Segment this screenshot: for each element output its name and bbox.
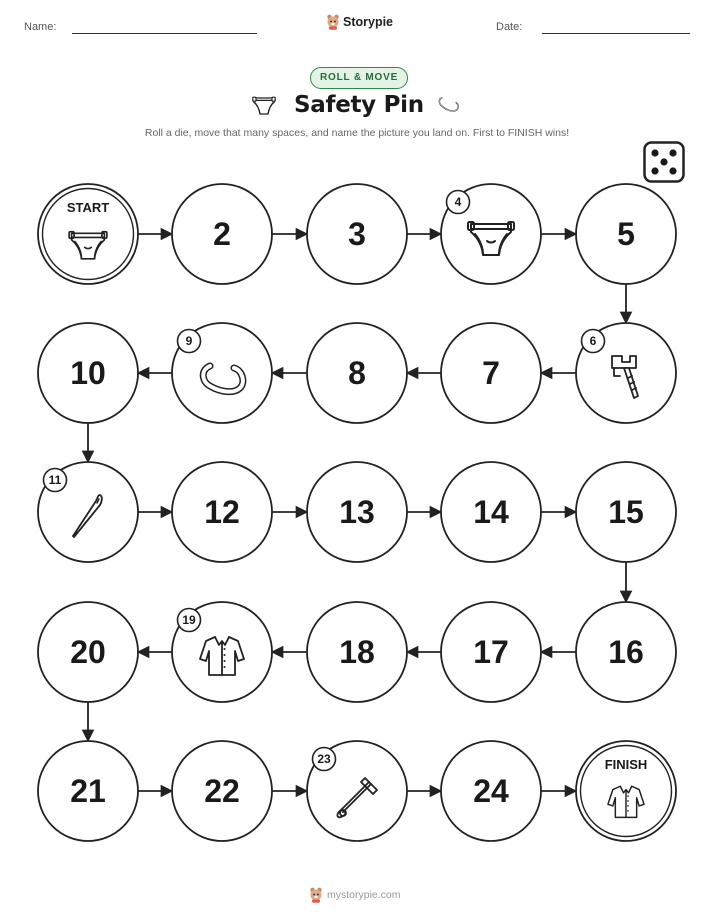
page-title: Safety Pin	[294, 92, 424, 118]
space-number: 5	[617, 216, 635, 252]
board-space-10[interactable]	[38, 323, 138, 423]
board-space-17[interactable]	[441, 602, 541, 702]
svg-text:6: 6	[589, 334, 597, 349]
board-space-8[interactable]	[307, 323, 407, 423]
svg-text:4: 4	[454, 195, 462, 210]
board-space-6[interactable]	[576, 323, 676, 423]
board-space-12[interactable]	[172, 462, 272, 562]
svg-text:9: 9	[185, 334, 193, 349]
space-number: 22	[204, 773, 240, 809]
date-label: Date:	[496, 21, 523, 33]
instructions: Roll a die, move that many spaces, and name the picture you land on. First to FINISH wins!	[144, 127, 570, 139]
space-number-badge	[178, 609, 201, 632]
board-space-7[interactable]	[441, 323, 541, 423]
footer	[309, 887, 401, 903]
space-number: 21	[70, 773, 106, 809]
space-number: 24	[473, 773, 509, 809]
start-space[interactable]	[38, 184, 138, 284]
footer-url[interactable]: mystorypie.com	[327, 889, 401, 901]
svg-text:19: 19	[182, 613, 196, 628]
board-space-2[interactable]	[172, 184, 272, 284]
space-number-badge	[44, 469, 67, 492]
board-space-9[interactable]	[172, 323, 272, 423]
space-number-badge	[582, 330, 605, 353]
board-space-22[interactable]	[172, 741, 272, 841]
space-number: 2	[213, 216, 231, 252]
board-space-24[interactable]	[441, 741, 541, 841]
space-number: 20	[70, 634, 106, 670]
board-space-16[interactable]	[576, 602, 676, 702]
board-space-14[interactable]	[441, 462, 541, 562]
space-number: 13	[339, 494, 375, 530]
board-space-18[interactable]	[307, 602, 407, 702]
board-space-13[interactable]	[307, 462, 407, 562]
space-number: 3	[348, 216, 366, 252]
space-number: 10	[70, 355, 106, 391]
footer-mascot-icon	[309, 887, 323, 903]
space-number: 15	[608, 494, 644, 530]
board-space-19[interactable]	[172, 602, 272, 702]
svg-text:23: 23	[317, 752, 331, 767]
space-number: 12	[204, 494, 240, 530]
board-space-21[interactable]	[38, 741, 138, 841]
activity-badge: ROLL & MOVE	[310, 67, 408, 89]
space-number: 8	[348, 355, 366, 391]
board-space-15[interactable]	[576, 462, 676, 562]
brand-name: Storypie	[343, 15, 394, 29]
space-number: 7	[482, 355, 500, 391]
finish-space[interactable]	[576, 741, 676, 841]
board-space-4[interactable]	[441, 184, 541, 284]
space-number: 18	[339, 634, 375, 670]
name-label: Name:	[24, 21, 57, 33]
board-space-23[interactable]	[307, 741, 407, 841]
space-label: START	[66, 200, 110, 215]
space-number: 14	[473, 494, 509, 530]
space-label: FINISH	[604, 757, 648, 772]
board-space-5[interactable]	[576, 184, 676, 284]
space-number: 16	[608, 634, 644, 670]
board-space-11[interactable]	[38, 462, 138, 562]
space-number-badge	[178, 330, 201, 353]
space-number-badge	[313, 748, 336, 771]
space-number: 17	[473, 634, 509, 670]
board-space-20[interactable]	[38, 602, 138, 702]
svg-text:11: 11	[48, 473, 62, 488]
space-number-badge	[447, 191, 470, 214]
board-space-3[interactable]	[307, 184, 407, 284]
